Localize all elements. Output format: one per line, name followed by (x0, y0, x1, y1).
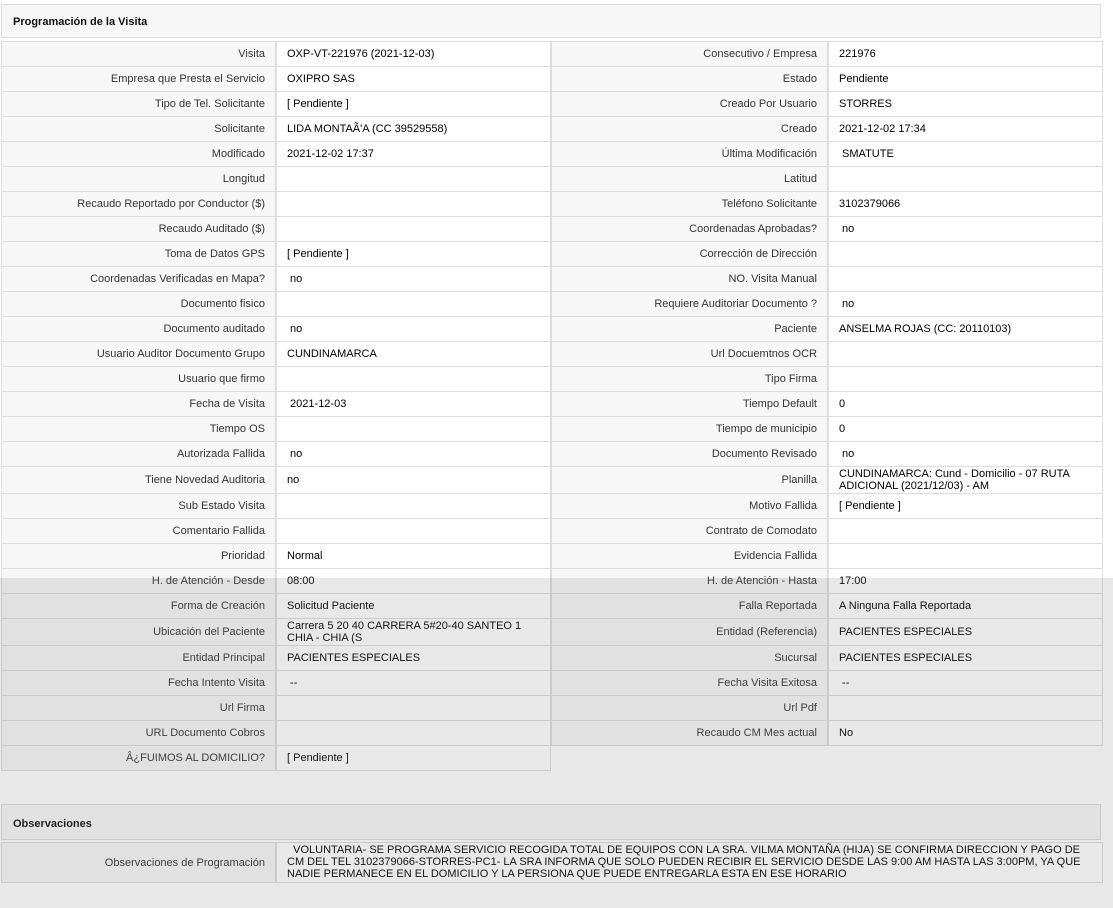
field-value: -- (276, 670, 551, 696)
field-label: Creado Por Usuario (551, 91, 828, 117)
field-value: 2021-12-03 (276, 391, 551, 417)
visit-details-table (0, 42, 1103, 771)
detail-row (0, 696, 1103, 721)
field-value: LIDA MONTAÃ'A (CC 39529558) (276, 116, 551, 142)
field-label: Empresa que Presta el Servicio (1, 66, 276, 92)
field-label: Documento fisico (1, 291, 276, 317)
field-label: Teléfono Solicitante (551, 191, 828, 217)
field-value: PACIENTES ESPECIALES (828, 618, 1103, 646)
detail-row (0, 67, 1103, 92)
field-label: Recaudo Auditado ($) (1, 216, 276, 242)
field-label: Estado (551, 66, 828, 92)
detail-row (0, 594, 1103, 619)
detail-row (0, 92, 1103, 117)
field-label: H. de Atención - Desde (1, 568, 276, 594)
field-value: 2021-12-02 17:37 (276, 141, 551, 167)
section-header-observaciones (1, 804, 1101, 840)
field-label: Tipo Firma (551, 366, 828, 392)
field-label: Entidad Principal (1, 645, 276, 671)
field-value (276, 720, 551, 746)
field-value: 3102379066 (828, 191, 1103, 217)
field-label: Paciente (551, 316, 828, 342)
field-label: Tipo de Tel. Solicitante (1, 91, 276, 117)
field-label: Solicitante (1, 116, 276, 142)
field-label: Motivo Fallida (551, 493, 828, 519)
field-label: Tiene Novedad Auditoria (1, 466, 276, 494)
field-value: PACIENTES ESPECIALES (276, 645, 551, 671)
detail-row (0, 317, 1103, 342)
field-value: CUNDINAMARCA: Cund - Domicilio - 07 RUTA ADICIONAL (2021/12/03) - AM (828, 466, 1103, 494)
field-label: Â¿FUIMOS AL DOMICILIO? (1, 745, 276, 771)
field-label: Sucursal (551, 645, 828, 671)
field-value: [ Pendiente ] (276, 745, 551, 771)
field-label: Coordenadas Aprobadas? (551, 216, 828, 242)
field-value: no (828, 441, 1103, 467)
field-label: Tiempo de municipio (551, 416, 828, 442)
observations-row (0, 843, 1103, 883)
detail-row (0, 167, 1103, 192)
observations-value: VOLUNTARIA- SE PROGRAMA SERVICIO RECOGIDA TOTAL DE EQUIPOS CON LA SRA. VILMA MONTAÑA (HIJA) SE CONFIRMA DIRECCION Y PAGO DE CM DEL TEL 3102379066-STORRES-PC1- LA SRA INFORMA QUE SOLO PUEDEN RECIBIR EL SERVICIO DESDE LAS 9:00 AM HASTA LAS 3:00PM, YA QUE NADIE PERMANECE EN EL DOMICILIO Y LA PERSIONA QUE PUEDE ENTREGARLA ESTA EN ESE HORARIO (276, 842, 1103, 883)
detail-row (0, 746, 1103, 771)
field-label: Entidad (Referencia) (551, 618, 828, 646)
field-value: 2021-12-02 17:34 (828, 116, 1103, 142)
field-value: no (828, 216, 1103, 242)
detail-row (0, 217, 1103, 242)
detail-row (0, 646, 1103, 671)
field-value (276, 416, 551, 442)
field-label: Planilla (551, 466, 828, 494)
detail-row (0, 721, 1103, 746)
field-value: 0 (828, 391, 1103, 417)
field-value: Normal (276, 543, 551, 569)
field-value: no (276, 266, 551, 292)
field-label: Visita (1, 41, 276, 67)
field-value (828, 266, 1103, 292)
detail-row (0, 619, 1103, 646)
detail-row (0, 267, 1103, 292)
field-label: Prioridad (1, 543, 276, 569)
field-label: Fecha de Visita (1, 391, 276, 417)
field-label: Forma de Creación (1, 593, 276, 619)
field-label: Usuario Auditor Documento Grupo (1, 341, 276, 367)
field-label: Última Modificación (551, 141, 828, 167)
detail-row (0, 494, 1103, 519)
field-label: NO. Visita Manual (551, 266, 828, 292)
field-label: H. de Atención - Hasta (551, 568, 828, 594)
detail-row (0, 117, 1103, 142)
field-label: Creado (551, 116, 828, 142)
field-value: 221976 (828, 41, 1103, 67)
observations-label: Observaciones de Programación (1, 842, 276, 883)
field-value (828, 366, 1103, 392)
field-value: Carrera 5 20 40 CARRERA 5#20-40 SANTEO 1 CHIA - CHIA (S (276, 618, 551, 646)
field-value: [ Pendiente ] (828, 493, 1103, 519)
detail-row (0, 192, 1103, 217)
field-label: Modificado (1, 141, 276, 167)
field-label: Coordenadas Verificadas en Mapa? (1, 266, 276, 292)
field-value: A Ninguna Falla Reportada (828, 593, 1103, 619)
field-value: 0 (828, 416, 1103, 442)
field-label: Tiempo Default (551, 391, 828, 417)
detail-row (0, 569, 1103, 594)
detail-row (0, 442, 1103, 467)
field-value: Solicitud Paciente (276, 593, 551, 619)
field-label: Documento auditado (1, 316, 276, 342)
field-label: Tiempo OS (1, 416, 276, 442)
field-value: no (276, 316, 551, 342)
field-label: URL Documento Cobros (1, 720, 276, 746)
field-label: Autorizada Fallida (1, 441, 276, 467)
detail-row (0, 292, 1103, 317)
field-label: Recaudo Reportado por Conductor ($) (1, 191, 276, 217)
detail-row (0, 467, 1103, 494)
field-label: Falla Reportada (551, 593, 828, 619)
detail-row (0, 42, 1103, 67)
detail-row (0, 671, 1103, 696)
field-value (276, 366, 551, 392)
field-value (828, 341, 1103, 367)
field-value: Pendiente (828, 66, 1103, 92)
field-value: 17:00 (828, 568, 1103, 594)
field-label: Url Pdf (551, 695, 828, 721)
field-label: Usuario que firmo (1, 366, 276, 392)
field-value: CUNDINAMARCA (276, 341, 551, 367)
detail-row (0, 142, 1103, 167)
field-label: Ubicación del Paciente (1, 618, 276, 646)
field-value: SMATUTE (828, 141, 1103, 167)
field-label: Documento Revisado (551, 441, 828, 467)
field-value (276, 191, 551, 217)
field-value (276, 493, 551, 519)
detail-row (0, 519, 1103, 544)
field-label: Recaudo CM Mes actual (551, 720, 828, 746)
field-value (276, 166, 551, 192)
field-value: OXIPRO SAS (276, 66, 551, 92)
field-label: Fecha Intento Visita (1, 670, 276, 696)
section-title: Programación de la Visita (13, 16, 148, 28)
field-value: ANSELMA ROJAS (CC: 20110103) (828, 316, 1103, 342)
field-label: Fecha Visita Exitosa (551, 670, 828, 696)
detail-row (0, 417, 1103, 442)
field-value: No (828, 720, 1103, 746)
field-label: Toma de Datos GPS (1, 241, 276, 267)
field-value (276, 518, 551, 544)
field-label: Evidencia Fallida (551, 543, 828, 569)
field-value (276, 695, 551, 721)
field-value (828, 543, 1103, 569)
field-value (276, 216, 551, 242)
field-value: -- (828, 670, 1103, 696)
field-label: Consecutivo / Empresa (551, 41, 828, 67)
field-label: Sub Estado Visita (1, 493, 276, 519)
field-value: [ Pendiente ] (276, 91, 551, 117)
field-value: PACIENTES ESPECIALES (828, 645, 1103, 671)
field-label: Comentario Fallida (1, 518, 276, 544)
field-value (276, 291, 551, 317)
field-label: Longitud (1, 166, 276, 192)
field-value (828, 166, 1103, 192)
detail-row (0, 392, 1103, 417)
field-value (828, 518, 1103, 544)
field-value: no (828, 291, 1103, 317)
observations-table (0, 843, 1103, 883)
field-value: [ Pendiente ] (276, 241, 551, 267)
field-label: Corrección de Dirección (551, 241, 828, 267)
field-label: Latitud (551, 166, 828, 192)
section-header-programacion (1, 4, 1101, 38)
field-value: no (276, 466, 551, 494)
field-value: STORRES (828, 91, 1103, 117)
field-value: 08:00 (276, 568, 551, 594)
detail-row (0, 544, 1103, 569)
detail-row (0, 242, 1103, 267)
field-value (828, 241, 1103, 267)
field-label: Url Firma (1, 695, 276, 721)
detail-row (0, 367, 1103, 392)
field-label: Contrato de Comodato (551, 518, 828, 544)
field-value: no (276, 441, 551, 467)
field-label: Requiere Auditoriar Documento ? (551, 291, 828, 317)
field-value (828, 695, 1103, 721)
field-label: Url Docuemtnos OCR (551, 341, 828, 367)
detail-row (0, 342, 1103, 367)
observations-title: Observaciones (13, 818, 92, 830)
field-value: OXP-VT-221976 (2021-12-03) (276, 41, 551, 67)
